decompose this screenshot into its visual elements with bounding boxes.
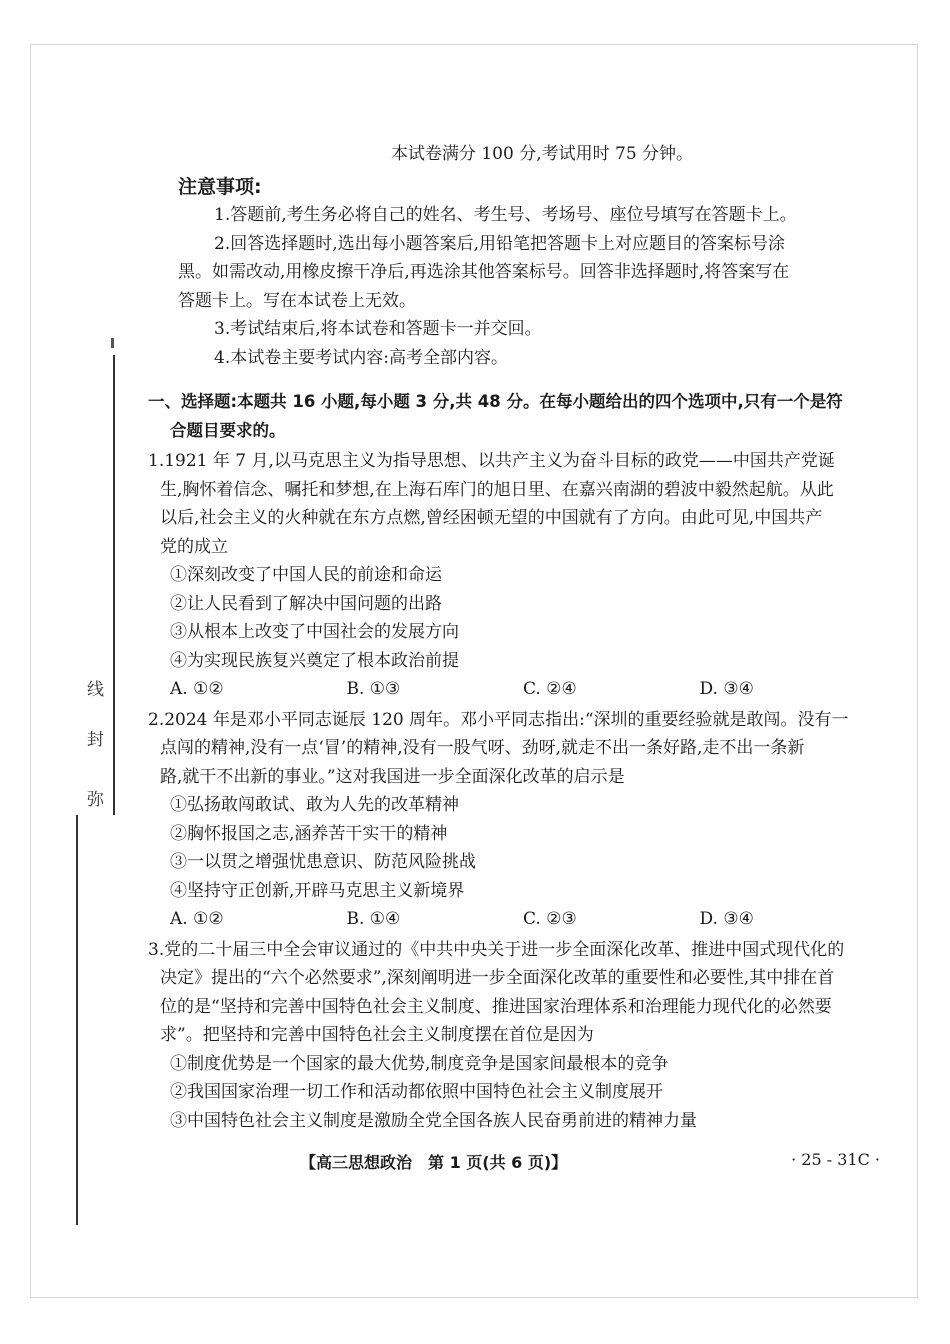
question-stem-line: 路,就干不出新的事业。”这对我国进一步全面深化改革的启示是 (160, 766, 625, 787)
choices (148, 675, 876, 704)
choice-c: C. ②④ (523, 679, 577, 699)
statement: ③一以贯之增强忧患意识、防范风险挑战 (170, 852, 476, 872)
question-stem-line: 3.党的二十届三中全会审议通过的《中共中央关于进一步全面深化改革、推进中国式现代化的 (148, 939, 845, 960)
choice-c: C. ②③ (523, 909, 577, 929)
choices (148, 905, 876, 934)
statement: ②我国国家治理一切工作和活动都依照中国特色社会主义制度展开 (170, 1082, 663, 1102)
statement: ②让人民看到了解决中国问题的出路 (170, 593, 442, 614)
side-label-xian: 线 (83, 680, 103, 697)
statement: ①深刻改变了中国人民的前途和命运 (170, 565, 442, 585)
question-1 (148, 447, 876, 704)
page-footer (300, 1150, 880, 1173)
statement: ④为实现民族复兴奠定了根本政治前提 (170, 650, 459, 671)
footer-title: 【高三思想政治 第 1 页(共 6 页)】 (300, 1153, 568, 1172)
notice-item: 4.本试卷主要考试内容:高考全部内容。 (214, 347, 508, 368)
statement: ①弘扬敢闯敢试、敢为人先的改革精神 (170, 795, 459, 815)
notice-item: 答题卡上。写在本试卷上无效。 (178, 290, 416, 311)
choice-a: A. ①② (170, 909, 224, 929)
choice-d: D. ③④ (699, 909, 754, 929)
section-line: 一、选择题:本题共 16 小题,每小题 3 分,共 48 分。在每小题给出的四个选项中,只有一个是符 (148, 392, 843, 411)
statement: ④坚持守正创新,开辟马克思主义新境界 (170, 880, 465, 901)
question-stem-line: 决定》提出的“六个必然要求”,深刻阐明进一步全面深化改革的重要性和必要性,其中排在首 (160, 968, 835, 988)
section-line: 合题目要求的。 (170, 420, 286, 440)
question-stem-line: 点闯的精神,没有一点‘冒’的精神,没有一股气呀、劲呀,就走不出一条好路,走不出一条新 (160, 738, 805, 758)
choice-b: B. ①④ (346, 909, 401, 929)
choice-d: D. ③④ (699, 679, 754, 699)
exam-header: 本试卷满分 100 分,考试用时 75 分钟。 (390, 144, 694, 164)
question-stem-line: 以后,社会主义的火种就在东方点燃,曾经困顿无望的中国就有了方向。由此可见,中国共产 (160, 508, 823, 528)
question-stem-line: 2.2024 年是邓小平同志诞辰 120 周年。邓小平同志指出:“深圳的重要经验就是敢闯。没有一 (148, 709, 849, 730)
choice-b: B. ①③ (346, 679, 401, 699)
notice-item: 黑。如需改动,用橡皮擦干净后,再选涂其他答案标号。回答非选择题时,将答案写在 (178, 262, 790, 282)
exam-content (148, 140, 876, 1135)
question-stem-line: 党的成立 (160, 536, 228, 557)
statement: ②胸怀报国之志,涵养苦干实干的精神 (170, 823, 448, 844)
question-stem-line: 生,胸怀着信念、嘱托和梦想,在上海石库门的旭日里、在嘉兴南湖的碧波中毅然起航。从此 (160, 479, 834, 500)
binding-line (76, 815, 78, 1225)
choice-a: A. ①② (170, 679, 224, 699)
notice-item: 3.考试结束后,将本试卷和答题卡一并交回。 (214, 319, 542, 339)
section-heading (148, 388, 876, 445)
notice-item: 2.回答选择题时,选出每小题答案后,用铅笔把答题卡上对应题目的答案标号涂 (214, 233, 786, 254)
binding-tick (111, 338, 114, 348)
question-3 (148, 936, 876, 1136)
statement: ③从根本上改变了中国社会的发展方向 (170, 622, 459, 642)
notice-item: 1.答题前,考生务必将自己的姓名、考生号、考场号、座位号填写在答题卡上。 (214, 205, 797, 225)
statement: ①制度优势是一个国家的最大优势,制度竞争是国家间最根本的竞争 (170, 1053, 669, 1074)
question-stem-line: 1.1921 年 7 月,以马克思主义为指导思想、以共产主义为奋斗目标的政党——中国共产党诞 (148, 451, 835, 471)
question-2 (148, 706, 876, 934)
statement: ③中国特色社会主义制度是激励全党全国各族人民奋勇前进的精神力量 (170, 1110, 697, 1131)
binding-line (113, 355, 115, 815)
question-stem-line: 位的是“坚持和完善中国特色社会主义制度、推进国家治理体系和治理能力现代化的必然要 (160, 996, 832, 1017)
side-label-mi: 弥 (83, 790, 103, 807)
question-stem-line: 求”。把坚持和完善中国特色社会主义制度摆在首位是因为 (160, 1025, 594, 1045)
notice-list (178, 201, 876, 372)
notice-title: 注意事项: (178, 175, 262, 198)
side-label-feng: 封 (83, 730, 103, 747)
footer-code: · 25 - 31C · (791, 1150, 880, 1169)
